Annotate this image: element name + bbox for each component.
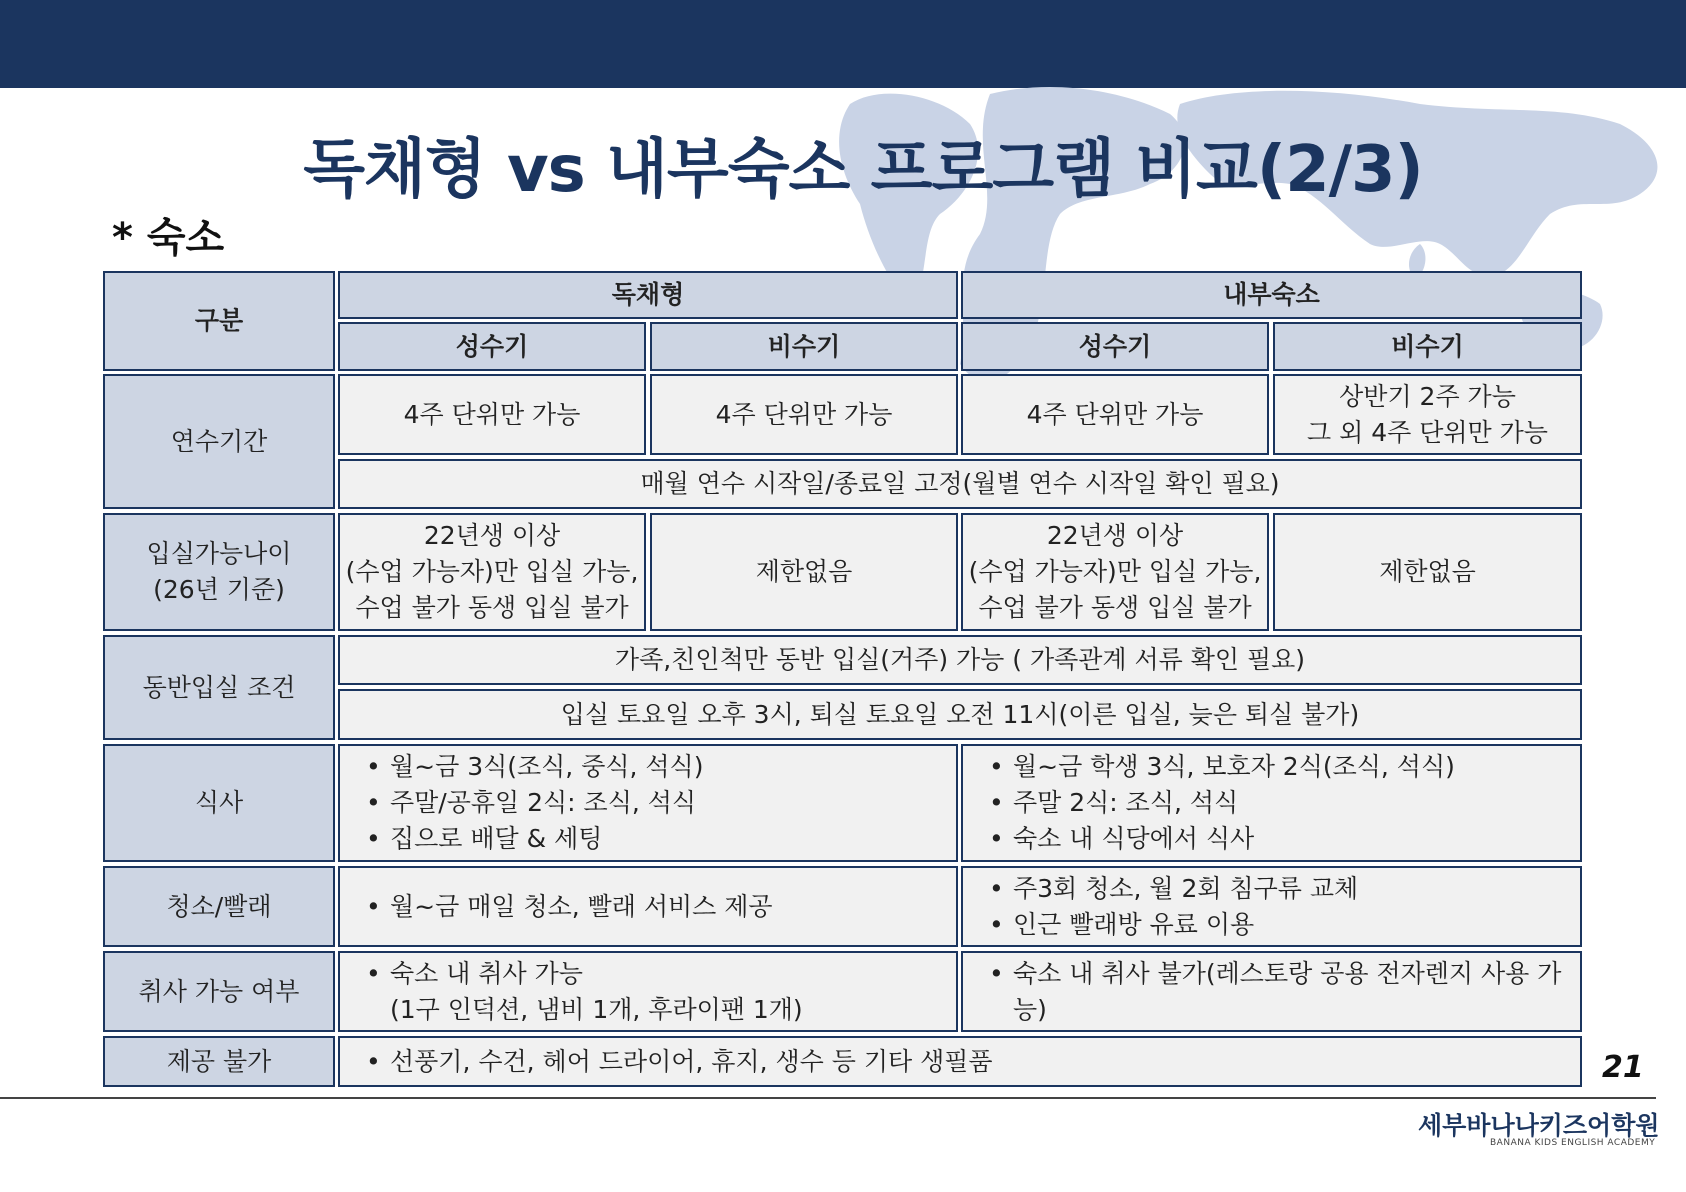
not-provided-list — [362, 1044, 993, 1080]
row-label-age — [103, 513, 335, 631]
age-peak-standalone-line1: 22년생 이상 — [423, 521, 561, 550]
age-peak-internal-line1: 22년생 이상 — [1046, 521, 1184, 550]
age-peak-standalone-line2: (수업 가능자)만 입실 가능, — [345, 557, 639, 586]
cleaning-standalone — [338, 866, 958, 947]
list-item: • 월~금 3식(조식, 중식, 석식) — [362, 749, 703, 785]
cleaning-internal-list — [985, 871, 1358, 943]
page-title: 독채형 vs 내부숙소 프로그램 비교(2/3) — [303, 133, 1423, 207]
page-number: 21 — [1602, 1050, 1644, 1085]
meals-standalone — [338, 744, 958, 862]
meals-standalone-list — [362, 749, 703, 857]
academy-logo-english: BANANA KIDS ENGLISH ACADEMY — [1490, 1138, 1656, 1148]
section-subtitle: * 숙소 — [112, 215, 225, 261]
age-peak-standalone-line3: 수업 불가 동생 입실 불가 — [355, 593, 629, 622]
age-off-standalone: 제한없음 — [650, 513, 958, 631]
row-label-companion: 동반입실 조건 — [103, 635, 335, 740]
row-label-cleaning: 청소/빨래 — [103, 866, 335, 947]
list-item: • 숙소 내 식당에서 식사 — [985, 821, 1455, 857]
not-provided-items — [338, 1036, 1582, 1087]
checkin-checkout-rule: 입실 토요일 오후 3시, 퇴실 토요일 오전 11시(이른 입실, 늦은 퇴실 불가) — [338, 689, 1582, 740]
cooking-standalone-line1: • 숙소 내 취사 가능 — [390, 958, 583, 988]
row-label-age-line1: 입실가능나이 — [146, 539, 292, 568]
companion-condition: 가족,친인척만 동반 입실(거주) 가능 ( 가족관계 서류 확인 필요) — [338, 635, 1582, 685]
cleaning-internal — [961, 866, 1582, 947]
list-item: • 주말 2식: 조식, 석식 — [985, 785, 1455, 821]
cooking-standalone — [338, 951, 958, 1032]
age-peak-internal-line3: 수업 불가 동생 입실 불가 — [978, 593, 1252, 622]
row-label-not-provided: 제공 불가 — [103, 1036, 335, 1087]
cleaning-standalone-list — [362, 889, 773, 925]
header-season-peak-standalone: 성수기 — [338, 322, 646, 371]
row-label-age-line2: (26년 기준) — [153, 575, 285, 604]
list-item — [362, 956, 803, 1028]
cooking-standalone-list — [362, 956, 803, 1028]
header-season-peak-internal: 성수기 — [961, 322, 1269, 371]
age-peak-internal — [961, 513, 1269, 631]
period-off-standalone: 4주 단위만 가능 — [650, 374, 958, 455]
meals-internal-list — [985, 749, 1455, 857]
meals-internal — [961, 744, 1582, 862]
academy-logo-korean: 세부바나나키즈어학원 — [1418, 1111, 1660, 1140]
cooking-standalone-line2: (1구 인덕션, 냄비 1개, 후라이팬 1개) — [390, 994, 803, 1024]
list-item: • 월~금 매일 청소, 빨래 서비스 제공 — [362, 889, 773, 925]
age-peak-internal-line2: (수업 가능자)만 입실 가능, — [968, 557, 1262, 586]
header-group-internal: 내부숙소 — [961, 271, 1582, 319]
period-span-note: 매월 연수 시작일/종료일 고정(월별 연수 시작일 확인 필요) — [338, 459, 1582, 509]
header-season-off-internal: 비수기 — [1273, 322, 1582, 371]
period-off-internal-line1: 상반기 2주 가능 — [1339, 381, 1516, 411]
age-off-internal: 제한없음 — [1273, 513, 1582, 631]
cooking-internal-list — [985, 956, 1580, 1028]
list-item: • 숙소 내 취사 불가(레스토랑 공용 전자렌지 사용 가능) — [985, 956, 1580, 1028]
list-item: • 주3회 청소, 월 2회 침구류 교체 — [985, 871, 1358, 907]
row-label-meals: 식사 — [103, 744, 335, 862]
list-item: • 인근 빨래방 유료 이용 — [985, 907, 1358, 943]
list-item: • 주말/공휴일 2식: 조식, 석식 — [362, 785, 703, 821]
period-peak-standalone: 4주 단위만 가능 — [338, 374, 646, 455]
header-category: 구분 — [103, 271, 335, 371]
row-label-cooking: 취사 가능 여부 — [103, 951, 335, 1032]
footer-divider — [0, 1097, 1656, 1099]
cooking-internal — [961, 951, 1582, 1032]
age-peak-standalone — [338, 513, 646, 631]
list-item: • 선풍기, 수건, 헤어 드라이어, 휴지, 생수 등 기타 생필품 — [362, 1044, 993, 1080]
header-season-off-standalone: 비수기 — [650, 322, 958, 371]
period-off-internal — [1273, 374, 1582, 455]
row-label-period: 연수기간 — [103, 374, 335, 509]
list-item: • 월~금 학생 3식, 보호자 2식(조식, 석식) — [985, 749, 1455, 785]
period-peak-internal: 4주 단위만 가능 — [961, 374, 1269, 455]
period-off-internal-line2: 그 외 4주 단위만 가능 — [1307, 417, 1548, 447]
top-banner — [0, 0, 1686, 88]
header-group-standalone: 독채형 — [338, 271, 958, 319]
list-item: • 집으로 배달 & 세팅 — [362, 821, 703, 857]
